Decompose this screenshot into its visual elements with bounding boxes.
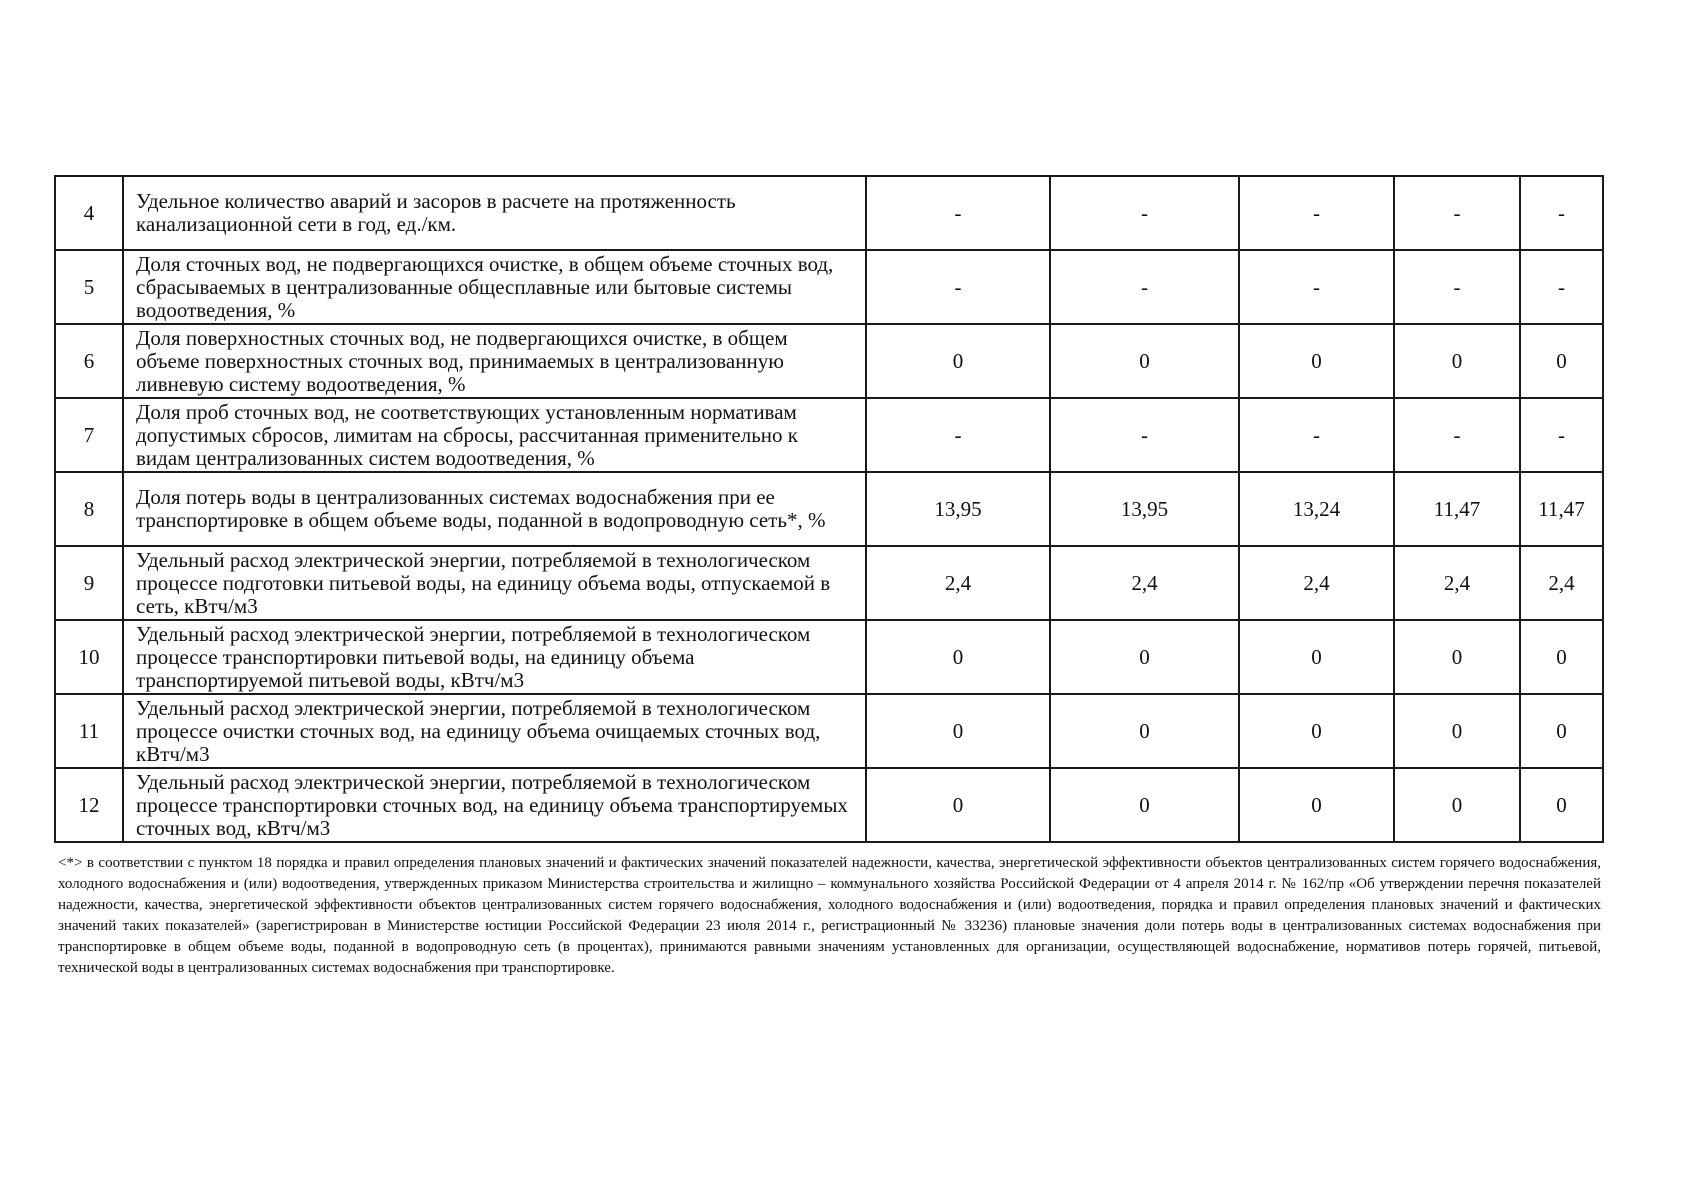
row-number: 6: [55, 324, 123, 398]
indicator-description: Удельный расход электрической энергии, потребляемой в технологическом процессе подготовки питьевой воды, на единицу объема воды, отпускаемой в сеть, кВтч/м3: [123, 546, 866, 620]
value-cell: 0: [1394, 694, 1520, 768]
value-cell: 2,4: [1520, 546, 1603, 620]
value-cell: 0: [1239, 768, 1394, 842]
indicator-description: Доля потерь воды в централизованных системах водоснабжения при ее транспортировке в общем объеме воды, поданной в водопроводную сеть*, %: [123, 472, 866, 546]
row-number: 12: [55, 768, 123, 842]
row-number: 8: [55, 472, 123, 546]
row-number: 11: [55, 694, 123, 768]
value-cell: -: [1520, 250, 1603, 324]
value-cell: 0: [1050, 694, 1239, 768]
value-cell: 11,47: [1394, 472, 1520, 546]
value-cell: 0: [866, 694, 1050, 768]
value-cell: -: [1050, 398, 1239, 472]
table-row: [55, 694, 1603, 768]
footnote: <*> в соответствии с пунктом 18 порядка и правил определения плановых значений и фактических значений показателей надежности, качества, энергетической эффективности объектов централизованных систем горячего водоснабжения, холодного водоснабжения и (или) водоотведения, утвержденных приказом Министерства строительства и жилищно – коммунального хозяйства Российской Федерации от 4 апреля 2014 г. № 162/пр «Об утверждении перечня показателей надежности, качества, энергетической эффективности объектов централизованных систем горячего водоснабжения, холодного водоснабжения и (или) водоотведения, порядка и правил определения плановых значений и фактических значений таких показателей» (зарегистрирован в Министерстве юстиции Российской Федерации 23 июля 2014 г., регистрационный № 33236) плановые значения доли потерь воды в централизованных системах водоснабжения при транспортировке в общем объеме воды, поданной в водопроводную сеть (в процентах), принимаются равными значениям установленных для организации, осуществляющей водоснабжение, нормативов потерь горячей, питьевой, технической воды в централизованных системах водоснабжения при транспортировке.: [58, 855, 1601, 976]
row-number: 9: [55, 546, 123, 620]
table-row: [55, 546, 1603, 620]
value-cell: 0: [1239, 620, 1394, 694]
value-cell: 0: [1050, 768, 1239, 842]
value-cell: -: [1239, 398, 1394, 472]
table-row: [55, 176, 1603, 250]
value-cell: 0: [1394, 768, 1520, 842]
table-row: [55, 398, 1603, 472]
table-row: [55, 250, 1603, 324]
value-cell: -: [1239, 176, 1394, 250]
value-cell: -: [866, 176, 1050, 250]
value-cell: 0: [1520, 324, 1603, 398]
indicator-description: Удельный расход электрической энергии, потребляемой в технологическом процессе очистки сточных вод, на единицу объема очищаемых сточных вод, кВтч/м3: [123, 694, 866, 768]
indicator-description: Удельное количество аварий и засоров в расчете на протяженность канализационной сети в год, ед./км.: [123, 176, 866, 250]
value-cell: 0: [1520, 620, 1603, 694]
value-cell: -: [866, 250, 1050, 324]
value-cell: -: [1050, 250, 1239, 324]
value-cell: -: [1239, 250, 1394, 324]
value-cell: -: [866, 398, 1050, 472]
table-row: [55, 472, 1603, 546]
value-cell: -: [1520, 176, 1603, 250]
value-cell: 11,47: [1520, 472, 1603, 546]
value-cell: 0: [1050, 324, 1239, 398]
indicator-description: Доля поверхностных сточных вод, не подвергающихся очистке, в общем объеме поверхностных сточных вод, принимаемых в централизованную ливневую систему водоотведения, %: [123, 324, 866, 398]
indicator-description: Доля сточных вод, не подвергающихся очистке, в общем объеме сточных вод, сбрасываемых в централизованные общесплавные или бытовые системы водоотведения, %: [123, 250, 866, 324]
row-number: 10: [55, 620, 123, 694]
table-row: [55, 620, 1603, 694]
value-cell: 2,4: [866, 546, 1050, 620]
row-number: 4: [55, 176, 123, 250]
value-cell: 13,95: [1050, 472, 1239, 546]
indicator-description: Удельный расход электрической энергии, потребляемой в технологическом процессе транспортировки питьевой воды, на единицу объема транспортируемой питьевой воды, кВтч/м3: [123, 620, 866, 694]
value-cell: 0: [1520, 768, 1603, 842]
value-cell: 2,4: [1239, 546, 1394, 620]
value-cell: -: [1394, 250, 1520, 324]
value-cell: 0: [866, 768, 1050, 842]
table-row: [55, 768, 1603, 842]
value-cell: -: [1394, 176, 1520, 250]
value-cell: 0: [866, 620, 1050, 694]
value-cell: 0: [866, 324, 1050, 398]
table-row: [55, 324, 1603, 398]
value-cell: 0: [1520, 694, 1603, 768]
value-cell: 0: [1394, 620, 1520, 694]
row-number: 5: [55, 250, 123, 324]
value-cell: 0: [1239, 694, 1394, 768]
value-cell: 0: [1050, 620, 1239, 694]
value-cell: 0: [1239, 324, 1394, 398]
value-cell: -: [1050, 176, 1239, 250]
indicator-description: Удельный расход электрической энергии, потребляемой в технологическом процессе транспортировки сточных вод, на единицу объема транспортируемых сточных вод, кВтч/м3: [123, 768, 866, 842]
indicator-description: Доля проб сточных вод, не соответствующих установленным нормативам допустимых сбросов, лимитам на сбросы, рассчитанная применительно к видам централизованных систем водоотведения, %: [123, 398, 866, 472]
value-cell: 0: [1394, 324, 1520, 398]
value-cell: 2,4: [1050, 546, 1239, 620]
value-cell: 2,4: [1394, 546, 1520, 620]
value-cell: 13,95: [866, 472, 1050, 546]
row-number: 7: [55, 398, 123, 472]
value-cell: -: [1520, 398, 1603, 472]
value-cell: 13,24: [1239, 472, 1394, 546]
value-cell: -: [1394, 398, 1520, 472]
indicators-table: [54, 175, 1604, 843]
